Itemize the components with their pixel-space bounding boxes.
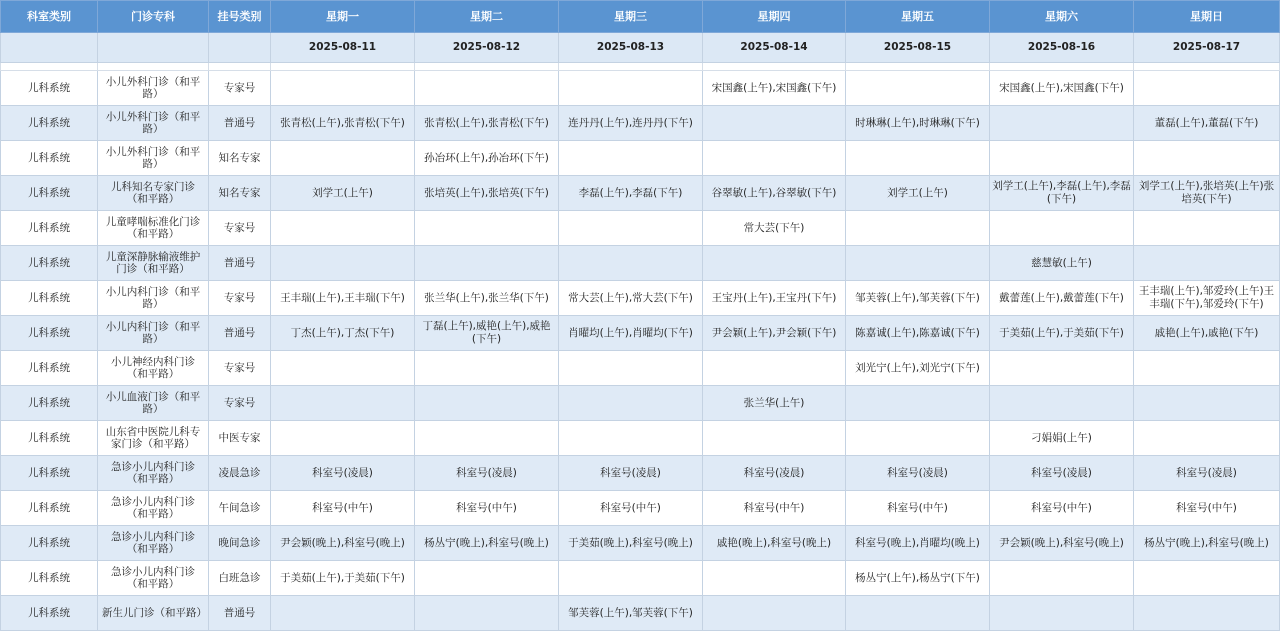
reg-type-cell: 知名专家 xyxy=(209,176,271,211)
table-row xyxy=(1,246,1280,281)
category-cell: 儿科系统 xyxy=(1,491,98,526)
date-row xyxy=(1,33,1280,63)
reg-type-cell: 午间急诊 xyxy=(209,491,271,526)
schedule-cell-thursday[interactable]: 张兰华(上午) xyxy=(703,386,846,421)
schedule-cell-thursday xyxy=(703,561,846,596)
dept-cell: 儿科知名专家门诊（和平路） xyxy=(98,176,209,211)
category-cell: 儿科系统 xyxy=(1,106,98,141)
schedule-cell-saturday xyxy=(990,386,1134,421)
reg-type-cell: 白班急诊 xyxy=(209,561,271,596)
schedule-cell-monday[interactable]: 王丰瑞(上午),王丰瑞(下午) xyxy=(271,281,415,316)
schedule-cell-monday xyxy=(271,141,415,176)
schedule-cell-friday[interactable]: 邹芙蓉(上午),邹芙蓉(下午) xyxy=(846,281,990,316)
table-row xyxy=(1,71,1280,106)
category-cell: 儿科系统 xyxy=(1,526,98,561)
schedule-cell-thursday[interactable]: 常大芸(下午) xyxy=(703,211,846,246)
schedule-cell-saturday xyxy=(990,351,1134,386)
dept-cell: 新生儿门诊（和平路） xyxy=(98,596,209,631)
date-blank xyxy=(98,33,209,63)
schedule-cell-wednesday[interactable]: 于美茹(晚上),科室号(晚上) xyxy=(559,526,703,561)
dept-cell: 急诊小儿内科门诊（和平路） xyxy=(98,561,209,596)
schedule-cell-saturday[interactable]: 尹会颖(晚上),科室号(晚上) xyxy=(990,526,1134,561)
date-monday: 2025-08-11 xyxy=(271,33,415,63)
reg-type-cell: 专家号 xyxy=(209,351,271,386)
schedule-cell-monday xyxy=(271,351,415,386)
schedule-cell-thursday[interactable]: 戚艳(晚上),科室号(晚上) xyxy=(703,526,846,561)
date-friday: 2025-08-15 xyxy=(846,33,990,63)
schedule-cell-thursday xyxy=(703,421,846,456)
reg-type-cell: 普通号 xyxy=(209,316,271,351)
schedule-cell-sunday[interactable]: 杨丛宁(晚上),科室号(晚上) xyxy=(1134,526,1280,561)
category-cell: 儿科系统 xyxy=(1,71,98,106)
spacer-cell xyxy=(271,63,415,71)
header-reg-type: 挂号类别 xyxy=(209,1,271,33)
schedule-cell-thursday[interactable]: 科室号(中午) xyxy=(703,491,846,526)
date-saturday: 2025-08-16 xyxy=(990,33,1134,63)
dept-cell: 急诊小儿内科门诊（和平路） xyxy=(98,456,209,491)
date-wednesday: 2025-08-13 xyxy=(559,33,703,63)
schedule-cell-thursday xyxy=(703,596,846,631)
schedule-cell-friday xyxy=(846,386,990,421)
schedule-cell-monday[interactable]: 于美茹(上午),于美茹(下午) xyxy=(271,561,415,596)
schedule-cell-friday xyxy=(846,596,990,631)
category-cell: 儿科系统 xyxy=(1,176,98,211)
spacer-cell xyxy=(98,63,209,71)
schedule-cell-saturday xyxy=(990,106,1134,141)
schedule-cell-saturday xyxy=(990,141,1134,176)
schedule-cell-thursday[interactable]: 谷翠敏(上午),谷翠敏(下午) xyxy=(703,176,846,211)
table-row xyxy=(1,526,1280,561)
schedule-cell-saturday xyxy=(990,596,1134,631)
schedule-cell-tuesday[interactable]: 孙冶环(上午),孙冶环(下午) xyxy=(415,141,559,176)
table-row xyxy=(1,596,1280,631)
header-sunday: 星期日 xyxy=(1134,1,1280,33)
table-row xyxy=(1,351,1280,386)
schedule-cell-wednesday[interactable]: 肖曜均(上午),肖曜均(下午) xyxy=(559,316,703,351)
schedule-cell-monday xyxy=(271,596,415,631)
schedule-body xyxy=(1,71,1280,631)
schedule-cell-friday xyxy=(846,141,990,176)
table-row xyxy=(1,316,1280,351)
dept-cell: 小儿外科门诊（和平路） xyxy=(98,71,209,106)
reg-type-cell: 普通号 xyxy=(209,106,271,141)
category-cell: 儿科系统 xyxy=(1,421,98,456)
schedule-cell-tuesday xyxy=(415,211,559,246)
schedule-cell-tuesday xyxy=(415,351,559,386)
schedule-cell-sunday xyxy=(1134,71,1280,106)
category-cell: 儿科系统 xyxy=(1,246,98,281)
spacer-cell xyxy=(559,63,703,71)
header-tuesday: 星期二 xyxy=(415,1,559,33)
header-monday: 星期一 xyxy=(271,1,415,33)
schedule-cell-thursday[interactable]: 尹会颖(上午),尹会颖(下午) xyxy=(703,316,846,351)
schedule-cell-sunday[interactable]: 科室号(中午) xyxy=(1134,491,1280,526)
schedule-cell-thursday[interactable]: 宋国鑫(上午),宋国鑫(下午) xyxy=(703,71,846,106)
schedule-cell-tuesday xyxy=(415,246,559,281)
schedule-cell-friday xyxy=(846,71,990,106)
schedule-cell-friday xyxy=(846,246,990,281)
reg-type-cell: 凌晨急诊 xyxy=(209,456,271,491)
schedule-cell-sunday[interactable]: 刘学工(上午),张培英(上午)张培英(下午) xyxy=(1134,176,1280,211)
dept-cell: 山东省中医院儿科专家门诊（和平路） xyxy=(98,421,209,456)
category-cell: 儿科系统 xyxy=(1,456,98,491)
table-row xyxy=(1,421,1280,456)
dept-cell: 小儿外科门诊（和平路） xyxy=(98,106,209,141)
schedule-cell-tuesday[interactable]: 科室号(中午) xyxy=(415,491,559,526)
dept-cell: 小儿神经内科门诊（和平路） xyxy=(98,351,209,386)
schedule-cell-monday xyxy=(271,421,415,456)
schedule-cell-monday[interactable]: 丁杰(上午),丁杰(下午) xyxy=(271,316,415,351)
category-cell: 儿科系统 xyxy=(1,316,98,351)
category-cell: 儿科系统 xyxy=(1,281,98,316)
schedule-cell-friday[interactable]: 时琳琳(上午),时琳琳(下午) xyxy=(846,106,990,141)
dept-cell: 小儿内科门诊（和平路） xyxy=(98,281,209,316)
schedule-cell-monday[interactable]: 刘学工(上午) xyxy=(271,176,415,211)
dept-cell: 儿童哮喘标准化门诊（和平路） xyxy=(98,211,209,246)
dept-cell: 小儿外科门诊（和平路） xyxy=(98,141,209,176)
schedule-cell-thursday[interactable]: 王宝丹(上午),王宝丹(下午) xyxy=(703,281,846,316)
schedule-cell-friday[interactable]: 科室号(凌晨) xyxy=(846,456,990,491)
schedule-cell-saturday xyxy=(990,561,1134,596)
schedule-cell-sunday xyxy=(1134,386,1280,421)
header-category: 科室类别 xyxy=(1,1,98,33)
dept-cell: 儿童深静脉输液维护门诊（和平路） xyxy=(98,246,209,281)
header-saturday: 星期六 xyxy=(990,1,1134,33)
schedule-cell-sunday[interactable]: 王丰瑞(上午),邹爱玲(上午)王丰瑞(下午),邹爱玲(下午) xyxy=(1134,281,1280,316)
schedule-cell-friday[interactable]: 陈嘉诚(上午),陈嘉诚(下午) xyxy=(846,316,990,351)
header-wednesday: 星期三 xyxy=(559,1,703,33)
schedule-cell-monday[interactable]: 尹会颖(晚上),科室号(晚上) xyxy=(271,526,415,561)
schedule-cell-tuesday[interactable]: 科室号(凌晨) xyxy=(415,456,559,491)
date-blank xyxy=(1,33,98,63)
schedule-cell-tuesday[interactable]: 张培英(上午),张培英(下午) xyxy=(415,176,559,211)
schedule-cell-saturday[interactable]: 科室号(中午) xyxy=(990,491,1134,526)
spacer-cell xyxy=(1134,63,1280,71)
schedule-cell-monday xyxy=(271,386,415,421)
category-cell: 儿科系统 xyxy=(1,561,98,596)
schedule-cell-tuesday xyxy=(415,596,559,631)
category-cell: 儿科系统 xyxy=(1,596,98,631)
schedule-cell-saturday[interactable]: 慈慧敏(上午) xyxy=(990,246,1134,281)
table-row xyxy=(1,561,1280,596)
schedule-cell-saturday[interactable]: 于美茹(上午),于美茹(下午) xyxy=(990,316,1134,351)
schedule-cell-sunday xyxy=(1134,211,1280,246)
schedule-cell-monday[interactable]: 张青松(上午),张青松(下午) xyxy=(271,106,415,141)
schedule-cell-friday[interactable]: 杨丛宁(上午),杨丛宁(下午) xyxy=(846,561,990,596)
schedule-cell-monday xyxy=(271,71,415,106)
schedule-cell-monday[interactable]: 科室号(中午) xyxy=(271,491,415,526)
schedule-cell-sunday xyxy=(1134,246,1280,281)
schedule-cell-friday[interactable]: 刘学工(上午) xyxy=(846,176,990,211)
spacer-cell xyxy=(990,63,1134,71)
schedule-cell-saturday xyxy=(990,211,1134,246)
schedule-cell-sunday xyxy=(1134,421,1280,456)
schedule-cell-friday[interactable]: 刘光宁(上午),刘光宁(下午) xyxy=(846,351,990,386)
date-tuesday: 2025-08-12 xyxy=(415,33,559,63)
reg-type-cell: 知名专家 xyxy=(209,141,271,176)
category-cell: 儿科系统 xyxy=(1,351,98,386)
date-thursday: 2025-08-14 xyxy=(703,33,846,63)
schedule-cell-thursday[interactable]: 科室号(凌晨) xyxy=(703,456,846,491)
schedule-cell-wednesday[interactable]: 李磊(上午),李磊(下午) xyxy=(559,176,703,211)
header-thursday: 星期四 xyxy=(703,1,846,33)
dept-cell: 急诊小儿内科门诊（和平路） xyxy=(98,526,209,561)
schedule-cell-wednesday xyxy=(559,246,703,281)
schedule-cell-wednesday[interactable]: 常大芸(上午),常大芸(下午) xyxy=(559,281,703,316)
schedule-cell-friday xyxy=(846,421,990,456)
schedule-cell-tuesday[interactable]: 丁磊(上午),威艳(上午),威艳(下午) xyxy=(415,316,559,351)
reg-type-cell: 专家号 xyxy=(209,281,271,316)
schedule-cell-tuesday xyxy=(415,421,559,456)
schedule-cell-wednesday xyxy=(559,71,703,106)
spacer-row xyxy=(1,63,1280,71)
schedule-cell-thursday xyxy=(703,106,846,141)
reg-type-cell: 中医专家 xyxy=(209,421,271,456)
schedule-cell-thursday xyxy=(703,246,846,281)
schedule-cell-friday[interactable]: 科室号(中午) xyxy=(846,491,990,526)
spacer-cell xyxy=(703,63,846,71)
schedule-cell-monday xyxy=(271,211,415,246)
dept-cell: 小儿血液门诊（和平路） xyxy=(98,386,209,421)
table-row xyxy=(1,281,1280,316)
schedule-cell-tuesday xyxy=(415,71,559,106)
schedule-cell-sunday xyxy=(1134,596,1280,631)
table-row xyxy=(1,491,1280,526)
date-blank xyxy=(209,33,271,63)
schedule-cell-wednesday xyxy=(559,351,703,386)
spacer-cell xyxy=(415,63,559,71)
schedule-cell-wednesday xyxy=(559,421,703,456)
schedule-cell-sunday xyxy=(1134,561,1280,596)
schedule-cell-sunday[interactable]: 戚艳(上午),戚艳(下午) xyxy=(1134,316,1280,351)
spacer-cell xyxy=(846,63,990,71)
header-friday: 星期五 xyxy=(846,1,990,33)
schedule-cell-thursday xyxy=(703,351,846,386)
schedule-cell-sunday[interactable]: 科室号(凌晨) xyxy=(1134,456,1280,491)
dept-cell: 急诊小儿内科门诊（和平路） xyxy=(98,491,209,526)
schedule-cell-wednesday xyxy=(559,211,703,246)
schedule-cell-friday[interactable]: 科室号(晚上),肖曜均(晚上) xyxy=(846,526,990,561)
schedule-cell-saturday[interactable]: 刁娟娟(上午) xyxy=(990,421,1134,456)
schedule-cell-saturday[interactable]: 科室号(凌晨) xyxy=(990,456,1134,491)
schedule-cell-tuesday xyxy=(415,386,559,421)
category-cell: 儿科系统 xyxy=(1,141,98,176)
schedule-cell-tuesday[interactable]: 张兰华(上午),张兰华(下午) xyxy=(415,281,559,316)
schedule-cell-thursday xyxy=(703,141,846,176)
reg-type-cell: 普通号 xyxy=(209,246,271,281)
schedule-cell-saturday[interactable]: 宋国鑫(上午),宋国鑫(下午) xyxy=(990,71,1134,106)
schedule-cell-tuesday xyxy=(415,561,559,596)
schedule-cell-monday xyxy=(271,246,415,281)
schedule-cell-tuesday[interactable]: 张青松(上午),张青松(下午) xyxy=(415,106,559,141)
reg-type-cell: 专家号 xyxy=(209,211,271,246)
category-cell: 儿科系统 xyxy=(1,211,98,246)
table-row xyxy=(1,176,1280,211)
schedule-cell-wednesday[interactable]: 科室号(凌晨) xyxy=(559,456,703,491)
reg-type-cell: 专家号 xyxy=(209,71,271,106)
schedule-cell-wednesday[interactable]: 连丹丹(上午),连丹丹(下午) xyxy=(559,106,703,141)
table-row xyxy=(1,456,1280,491)
schedule-cell-wednesday xyxy=(559,386,703,421)
schedule-cell-wednesday xyxy=(559,141,703,176)
schedule-cell-sunday xyxy=(1134,351,1280,386)
header-dept: 门诊专科 xyxy=(98,1,209,33)
schedule-cell-friday xyxy=(846,211,990,246)
schedule-cell-sunday xyxy=(1134,141,1280,176)
schedule-cell-wednesday xyxy=(559,561,703,596)
schedule-cell-saturday[interactable]: 戴蕾莲(上午),戴蕾莲(下午) xyxy=(990,281,1134,316)
table-row xyxy=(1,386,1280,421)
reg-type-cell: 专家号 xyxy=(209,386,271,421)
schedule-cell-wednesday[interactable]: 科室号(中午) xyxy=(559,491,703,526)
dept-cell: 小儿内科门诊（和平路） xyxy=(98,316,209,351)
spacer-cell xyxy=(209,63,271,71)
schedule-cell-tuesday[interactable]: 杨丛宁(晚上),科室号(晚上) xyxy=(415,526,559,561)
reg-type-cell: 普通号 xyxy=(209,596,271,631)
schedule-cell-sunday[interactable]: 董磊(上午),董磊(下午) xyxy=(1134,106,1280,141)
table-row xyxy=(1,141,1280,176)
schedule-cell-monday[interactable]: 科室号(凌晨) xyxy=(271,456,415,491)
schedule-cell-saturday[interactable]: 刘学工(上午),李磊(上午),李磊(下午) xyxy=(990,176,1134,211)
schedule-cell-wednesday[interactable]: 邹芙蓉(上午),邹芙蓉(下午) xyxy=(559,596,703,631)
table-row xyxy=(1,211,1280,246)
reg-type-cell: 晚间急诊 xyxy=(209,526,271,561)
table-row xyxy=(1,106,1280,141)
spacer-cell xyxy=(1,63,98,71)
date-sunday: 2025-08-17 xyxy=(1134,33,1280,63)
header-row xyxy=(1,1,1280,33)
category-cell: 儿科系统 xyxy=(1,386,98,421)
